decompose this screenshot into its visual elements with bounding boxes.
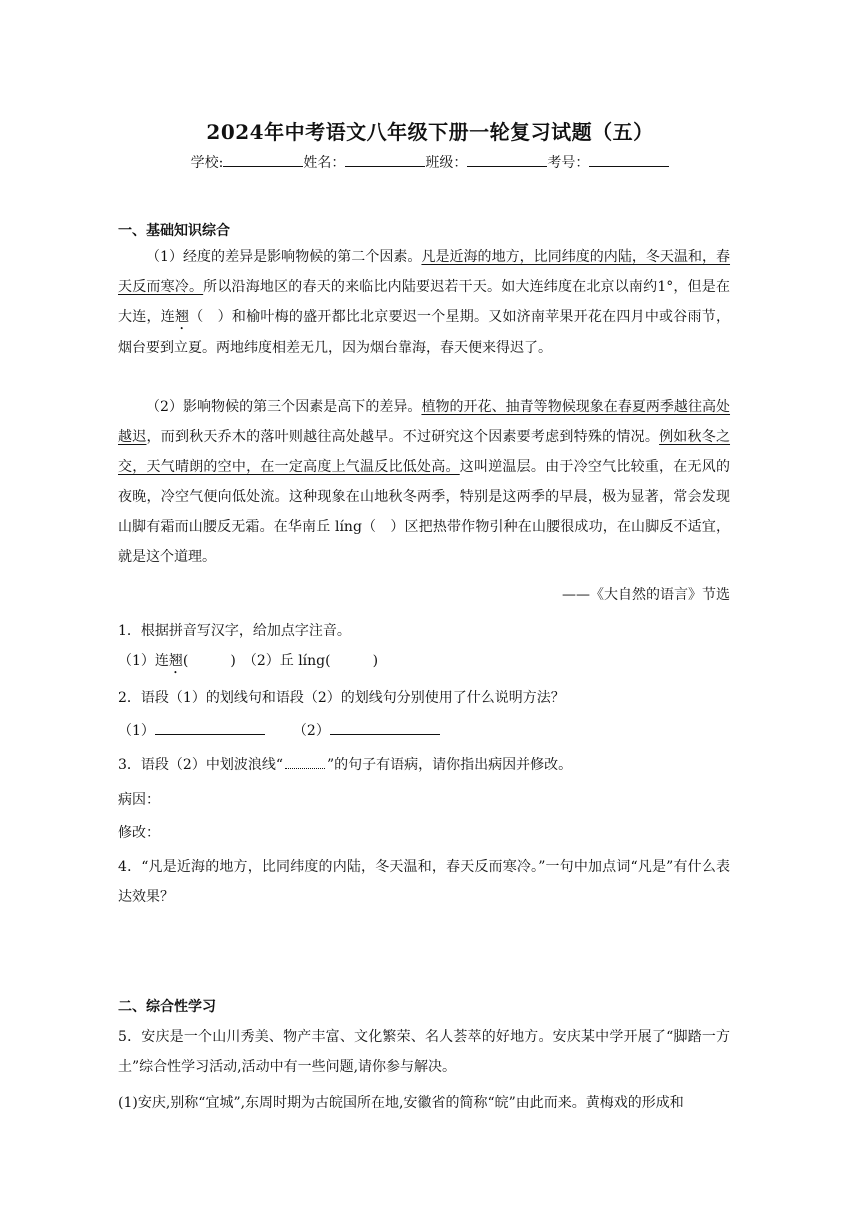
name-label: 姓名：	[303, 155, 346, 171]
name-blank[interactable]	[345, 152, 425, 167]
page-title: 2024年中考语文八年级下册一轮复习试题（五）	[206, 120, 654, 144]
question-2: 2．语段（1）的划线句和语段（2）的划线句分别使用了什么说明方法？	[118, 690, 565, 706]
school-label: 学校:	[190, 155, 224, 171]
q2-answer-2-label: （2）	[292, 723, 330, 739]
exam-no-label: 考号：	[547, 155, 590, 171]
q3-wavy-sample	[285, 758, 325, 769]
section-heading-basic: 一、基础知识综合	[118, 223, 230, 239]
q2-answer-2-blank[interactable]	[330, 720, 440, 735]
p2-suffix: 这叫逆温层。由于冷空气比较重，在无风的夜晚，冷空气便向低处流。这种现象在山地秋冬两季，特别是这两季的早晨，极为显著，常会发现山脚有霜而山腰反无霜。在华南丘 líng（ ）区把热带作物引种在山腰很成功，在山脚反不适宜，就是这个道理。	[118, 459, 731, 565]
p1-mid: 所以沿海地区的春天的来临比内陆要迟若干天。如大连纬度在北京以南约1°，但是在大连，连	[118, 279, 730, 325]
p2-prefix: （2）影响物候的第三个因素是高下的差异。	[146, 399, 422, 415]
p1-suffix: （ ）和榆叶梅的盛开都比北京要迟一个星期。又如济南苹果开花在四月中或谷雨节，烟台要到立夏。两地纬度相差无几，因为烟台靠海，春天便来得迟了。	[118, 309, 731, 356]
q3-suffix: ”的句子有语病，请你指出病因并修改。	[326, 757, 573, 773]
class-label: 班级：	[425, 155, 468, 171]
p1-dotted-char: 翘	[174, 309, 190, 325]
p2-wavy-sentence: 例如秋冬之交，天气晴朗的空中，在一定高度上气温反比低处高。	[118, 429, 731, 475]
p1-underlined-sentence: 凡是近海的地方，比同纬度的内陆，冬天温和，春天反而寒冷。	[118, 249, 731, 295]
student-info-line	[0, 152, 860, 172]
q1-a-dotted-char: 翘	[168, 653, 183, 669]
question-1: 1．根据拼音写汉字，给加点字注音。	[118, 623, 351, 639]
p2-underlined-sentence: 植物的开花、抽青等物候现象在春夏两季越往高处越迟	[118, 399, 731, 445]
p2-mid: ，而到秋天乔木的落叶则越往高处越早。不过研究这个因素要考虑到特殊的情况。	[146, 429, 660, 445]
question-5-part-1: (1)安庆,别称“宜城”,东周时期为古皖国所在地,安徽省的简称“皖”由此而来。黄梅戏的形成和	[118, 1095, 684, 1111]
q3-prefix: 3．语段（2）中划波浪线“	[118, 757, 283, 773]
q3-cause-label[interactable]: 病因：	[118, 792, 160, 808]
class-blank[interactable]	[467, 152, 547, 167]
section-heading-comprehensive: 二、综合性学习	[118, 999, 216, 1015]
question-1-answers	[118, 646, 738, 677]
passage-source: ——《大自然的语言》节选	[562, 587, 730, 603]
q1-a-prefix: （1）连	[118, 653, 169, 669]
passage-paragraph-2	[118, 392, 730, 572]
passage-paragraph-1	[118, 242, 730, 363]
q1-a-suffix[interactable]: ( ) （2）丘 líng( )	[182, 653, 379, 669]
exam-no-blank[interactable]	[589, 152, 669, 167]
school-blank[interactable]	[223, 152, 303, 167]
question-5: 5．安庆是一个山川秀美、物产丰富、文化繁荣、名人荟萃的好地方。安庆某中学开展了“脚踏一方土”综合性学习活动,活动中有一些问题,请你参与解决。	[118, 1029, 730, 1075]
question-3	[118, 750, 738, 780]
q2-answer-1-label: （1）	[118, 723, 155, 739]
q2-answer-1-blank[interactable]	[155, 720, 265, 735]
q3-fix-label[interactable]: 修改：	[118, 825, 160, 841]
p1-prefix: （1）经度的差异是影响物候的第二个因素。	[146, 249, 422, 265]
question-2-answers	[118, 716, 738, 746]
question-4: 4．“凡是近海的地方，比同纬度的内陆，冬天温和，春天反而寒冷。”一句中加点词“凡是”有什么表达效果？	[118, 859, 730, 905]
